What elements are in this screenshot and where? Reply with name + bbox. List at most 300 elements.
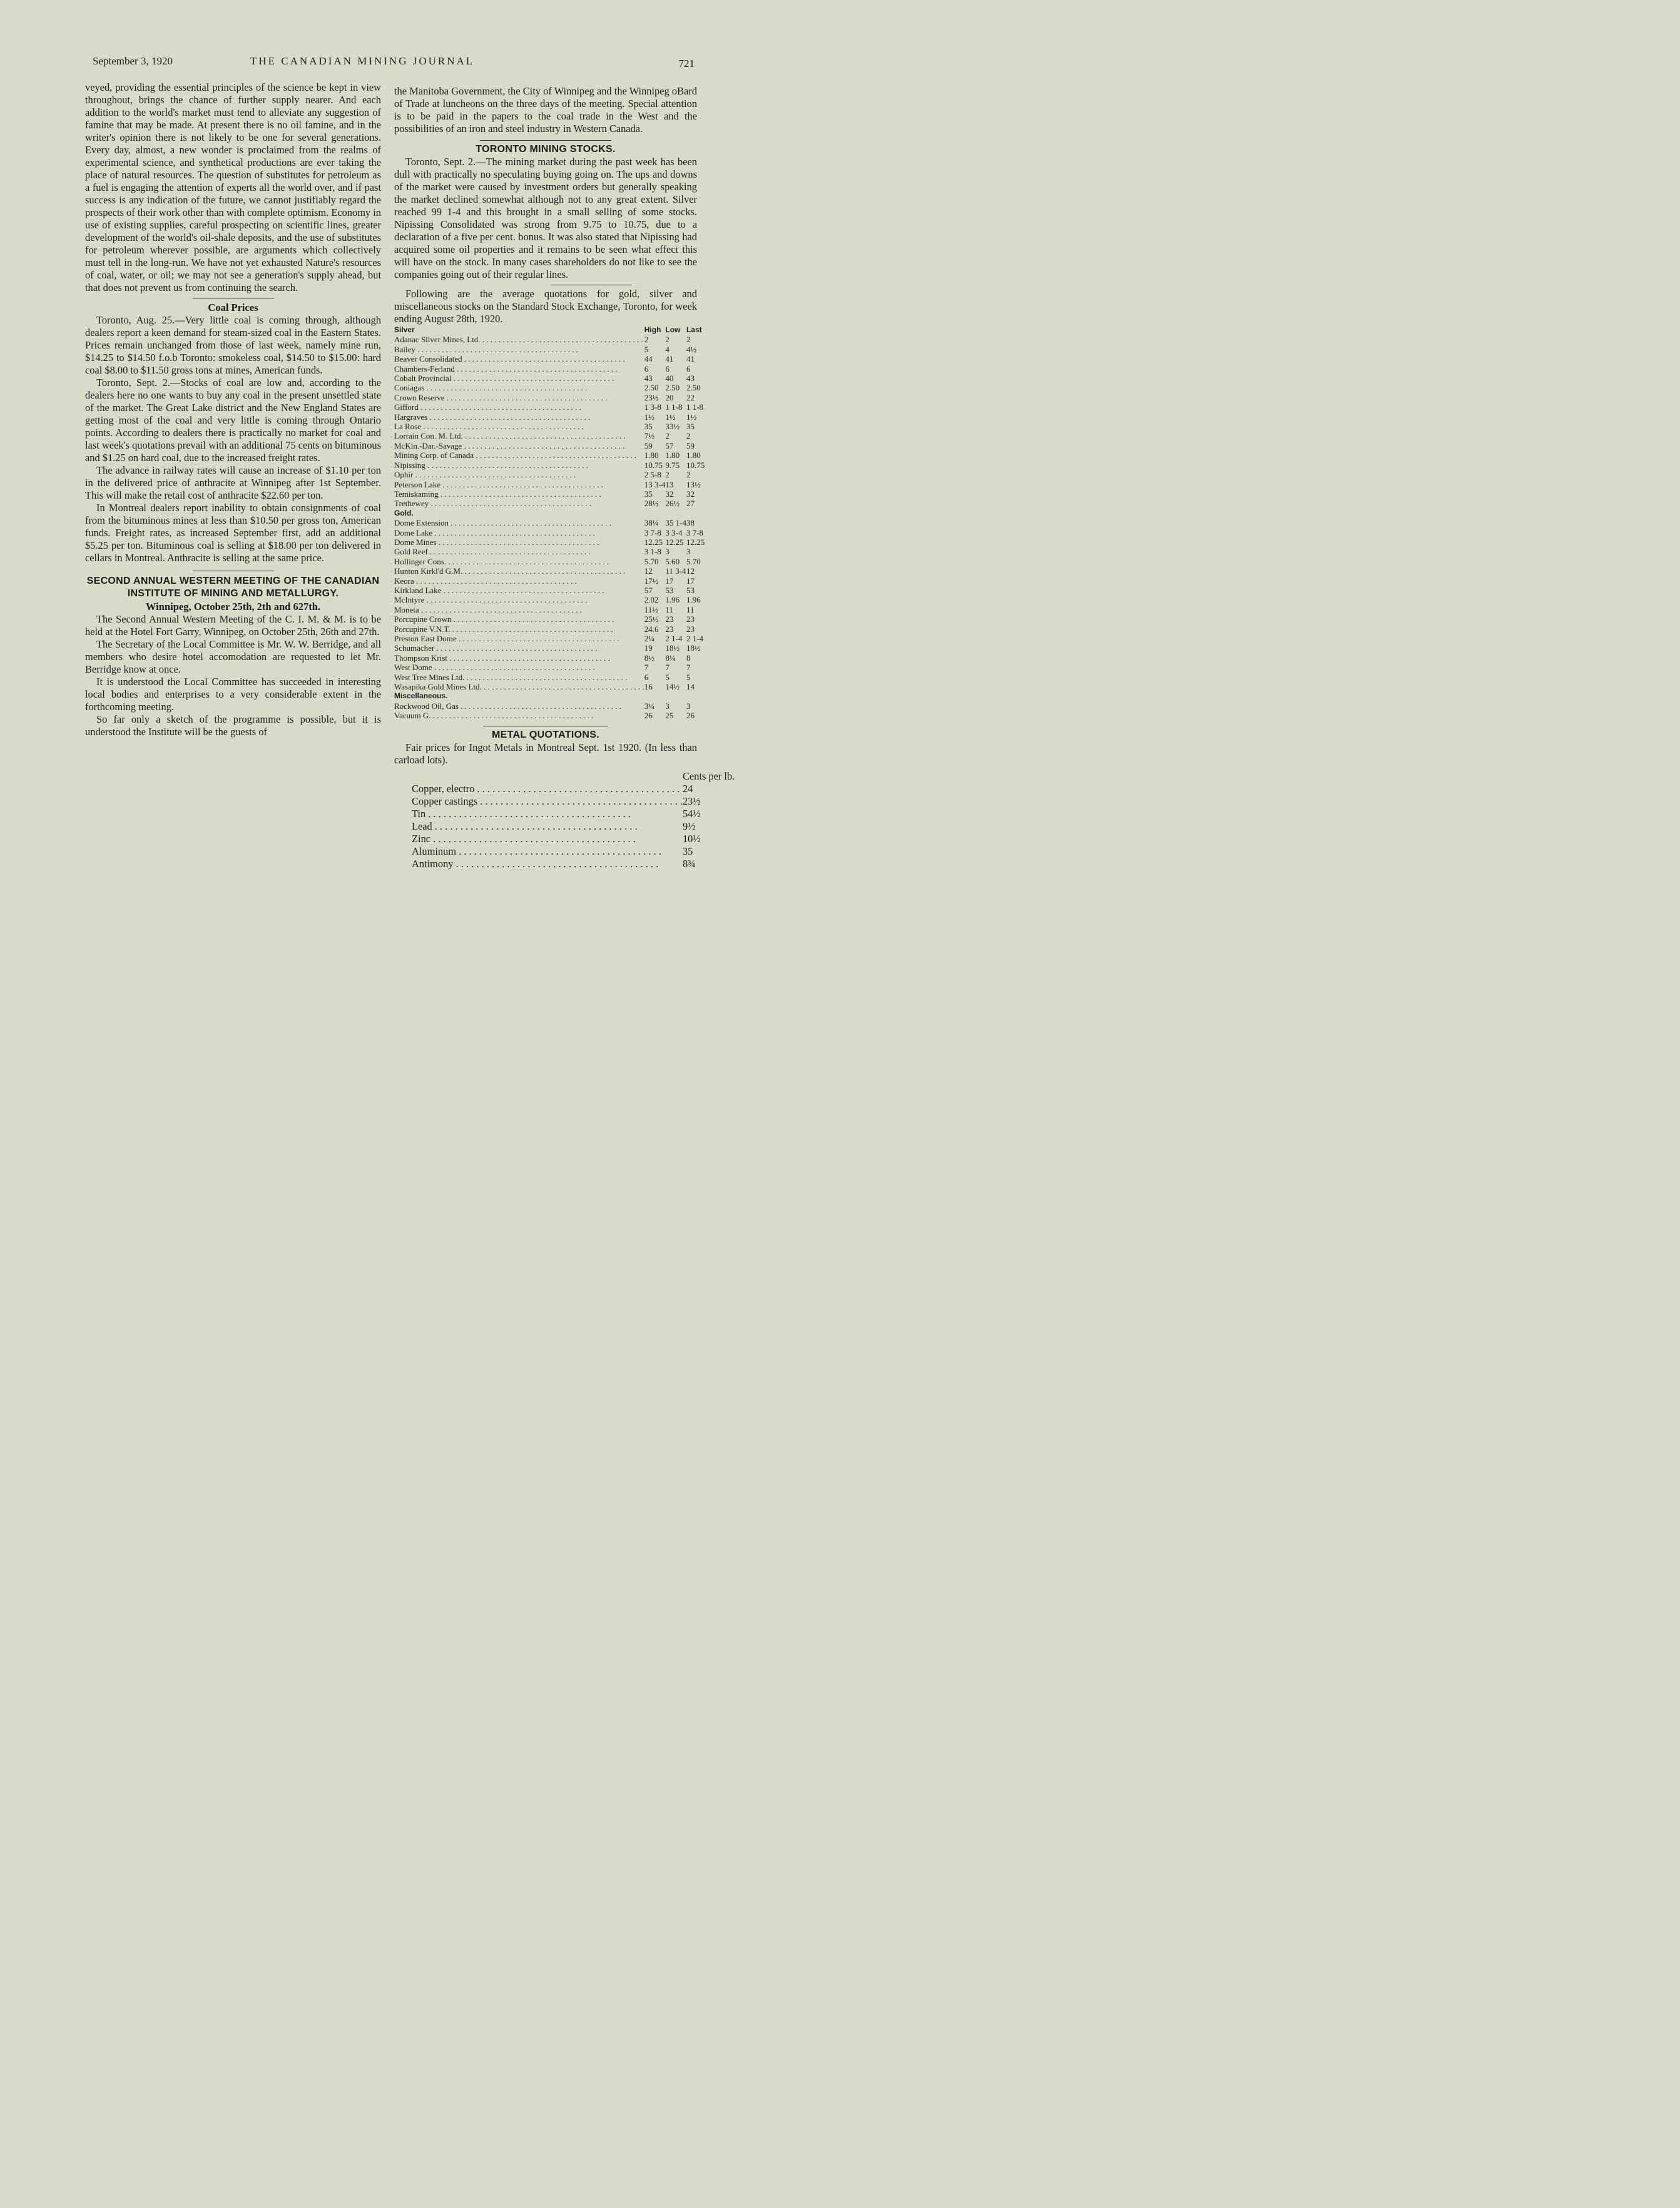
stock-row [394, 653, 705, 663]
stock-row [394, 528, 705, 537]
stock-name: Porcupine Crown . . . [394, 614, 614, 624]
metal-row [412, 820, 735, 833]
toronto-paragraph-2: Following are the average quotations for gold, silver and miscellaneous stocks on the Standard Stock Exchange, Toronto, for week ending August 28th, 1920. [394, 288, 697, 325]
metal-quotations-heading: METAL QUOTATIONS. [492, 729, 599, 740]
issue-date: September 3, 1920 [93, 55, 173, 67]
empty-cell [686, 691, 705, 701]
stock-low: 3 [665, 547, 669, 557]
stock-name: Wasapika Gold Mines Ltd. . . . [394, 682, 644, 691]
stock-high: 2.50 [644, 383, 659, 393]
metal-name-cell [412, 795, 683, 808]
stock-last: 2 [686, 335, 691, 345]
empty-cell [665, 691, 686, 701]
journal-title: THE CANADIAN MINING JOURNAL [250, 55, 475, 67]
metal-unit-label: Cents per lb. [682, 770, 735, 782]
stock-high: 1 3-8 [644, 402, 661, 412]
toronto-stocks-heading: TORONTO MINING STOCKS. [476, 144, 616, 155]
stock-high: 7½ [644, 431, 655, 441]
stock-row [394, 422, 705, 431]
stock-last: 3 7-8 [686, 527, 704, 537]
stock-high: 1½ [644, 412, 655, 422]
stock-name: Hargraves . . . [394, 412, 590, 422]
stock-name: Crown Reserve . . . [394, 393, 608, 402]
stock-high: 10.75 [644, 460, 663, 470]
stock-name-cell [394, 711, 644, 720]
stock-high: 5 [644, 344, 649, 354]
stock-name: Peterson Lake . . . [394, 480, 603, 489]
stock-low: 35 1-4 [665, 518, 686, 528]
stock-last: 27 [686, 499, 695, 509]
stock-last: 53 [686, 585, 695, 595]
coal-paragraph-2: Toronto, Sept. 2.—Stocks of coal are low and, according to the dealers here no one wants to buy any coal in the present unsettled state of the market. The Great Lake district and the New England States are getting most of the coal and very little is coming through Ontario points. According to dealers there is practically no market for coal and last week's quotations prevail with an additional 75 cents on bituminous and $1.25 on hard coal, due to the increased freight rates. [85, 377, 381, 464]
stock-high: 35 [644, 489, 653, 499]
stock-name-cell [394, 422, 644, 431]
stock-low: 9.75 [665, 460, 680, 470]
coal-paragraph-1: Toronto, Aug. 25.—Very little coal is coming through, although dealers report a keen demand for steam-sized coal in the Eastern States. Prices remain unchanged from those of last week, namely mine run, $14.25 to $14.50 f.o.b Toronto: smokeless coal, $14.50 to $15.00: hard coal $8.00 to $11.50 gross tons at mines, American funds. [85, 314, 381, 376]
stock-last: 17 [686, 576, 695, 586]
stock-low: 14½ [665, 682, 680, 692]
stock-row [394, 450, 705, 460]
stock-high: 16 [644, 682, 653, 692]
stock-name: Gold Reef . . . [394, 547, 591, 556]
stock-last: 1.80 [686, 450, 701, 460]
stock-name: Thompson Krist . . . [394, 653, 610, 663]
stock-low: 26½ [665, 499, 680, 509]
column-header: High [644, 325, 661, 334]
stock-last: 3 [686, 547, 691, 557]
stock-name: Keora . . . [394, 576, 577, 586]
stock-row [394, 701, 705, 711]
stock-low: 23 [665, 624, 674, 634]
section-divider [480, 140, 611, 141]
stock-last: 2 1-4 [686, 634, 704, 643]
stock-name-cell [394, 364, 644, 374]
stock-row [394, 624, 705, 634]
metal-row [412, 783, 735, 795]
metal-name-cell [412, 858, 683, 870]
stock-name-cell [394, 701, 644, 711]
stock-last: 14 [686, 682, 695, 692]
stock-name: Chambers-Ferland . . . [394, 364, 618, 374]
stock-name: Dome Extension . . . [394, 518, 611, 527]
stock-low: 3 3-4 [665, 527, 683, 537]
stock-last: 8 [686, 653, 691, 663]
stock-row [394, 393, 705, 402]
coal-paragraph-3: The advance in railway rates will cause an increase of $1.10 per ton in the delivered price of anthracite at Winnipeg after 1st September. This will make the retail cost of anthracite $22.60 per ton. [85, 464, 381, 501]
stock-name-cell [394, 605, 644, 614]
stock-high: 1.80 [644, 450, 659, 460]
stock-name: Temiskaming . . . [394, 489, 601, 499]
stock-row [394, 634, 705, 643]
stock-low: 1.80 [665, 450, 680, 460]
stock-name: La Rose . . . [394, 422, 584, 431]
stock-name-cell [394, 557, 644, 566]
stock-name: Porcupine V.N.T. . . . [394, 624, 613, 634]
stock-name-cell [394, 547, 644, 556]
stock-last: 11 [686, 604, 695, 614]
empty-cell [644, 691, 666, 701]
stock-high: 59 [644, 440, 653, 450]
stock-row [394, 441, 705, 450]
metal-name: Copper, electro . . . [412, 783, 680, 795]
metal-price: 23½ [682, 795, 701, 807]
stock-last: 1 1-8 [686, 402, 704, 412]
stock-low: 25 [665, 711, 674, 721]
stock-low: 4 [665, 344, 669, 354]
stock-last: 32 [686, 489, 695, 499]
stock-row [394, 470, 705, 479]
stock-name-cell [394, 431, 644, 440]
stock-name: Bailey . . . [394, 345, 578, 354]
stock-row [394, 711, 705, 720]
metal-row [412, 833, 735, 845]
stock-low: 12.25 [665, 537, 684, 547]
stock-high: 19 [644, 643, 653, 653]
stock-low: 6 [665, 364, 669, 374]
stock-low: 2.50 [665, 383, 680, 393]
meeting-paragraph-1: The Second Annual Western Meeting of the C. I. M. & M. is to be held at the Hotel Fort Garry, Winnipeg, on October 25th, 26th and 27th. [85, 613, 381, 638]
page-number: 721 [678, 58, 695, 69]
continued-paragraph: the Manitoba Government, the City of Winnipeg and the Winnipeg oBard of Trade at luncheons on the three days of the meeting. Special attention is to be paid in the papers to the coal trade in the West and the possibilities of an iron and steel industry in Western Canada. [394, 85, 697, 135]
left-column [85, 81, 381, 738]
meeting-paragraph-4: So far only a sketch of the programme is possible, but it is understood the Institute will be the guests of [85, 713, 381, 738]
stock-last: 5.70 [686, 556, 701, 566]
stock-last: 2.50 [686, 383, 701, 393]
stock-name: Gifford . . . [394, 402, 581, 412]
stock-last: 1.96 [686, 595, 701, 605]
stock-row [394, 345, 705, 354]
intro-paragraph: veyed, providing the essential principles of the science be kept in view throughout, brings the chance of further supply nearer. And each addition to the world's market must tend to alleviate any suggestion of famine that may be made. At present there is no oil famine, and in the writer's opinion there is not likely to be one for several generations. Every day, almost, a new wonder is proclaimed from the realms of experimental science, and synthetical productions are ever taking the place of natural resources. The question of substitutes for petroleum as a fuel is engaging the attention of experts all the world over, and if past success is any indication of the future, we cannot justifiably regard the prospects of their work other than with complete optimism. Economy in use of existing supplies, careful prospecting on scientific lines, greater development of the world's oil-shale deposits, and the use of substitutes for petroleum wherever possible, are arguments which collectively must tell in the long-run. We have not yet exhausted Nature's resources of coal, water, or oil; we may not see a generation's supply ahead, but that does not prevent us from continuing the search. [85, 81, 381, 293]
stock-name-cell [394, 634, 644, 643]
empty-cell [644, 509, 666, 518]
stock-name-cell [394, 614, 644, 624]
stock-low: 11 [665, 604, 673, 614]
stock-last: 10.75 [686, 460, 705, 470]
stock-high: 12.25 [644, 537, 663, 547]
stock-row [394, 335, 705, 344]
stock-last: 2 [686, 431, 691, 441]
stock-high: 5.70 [644, 556, 659, 566]
stock-name: McIntyre . . . [394, 595, 587, 604]
metal-name: Copper castings . . . [412, 795, 683, 807]
stock-high: 3¼ [644, 701, 655, 711]
stock-name-cell [394, 528, 644, 537]
stock-row [394, 682, 705, 691]
stock-name-cell [394, 383, 644, 392]
stock-high: 26 [644, 711, 653, 721]
stock-low: 2 [665, 470, 669, 480]
stock-name-cell [394, 673, 644, 682]
stock-low: 18½ [665, 643, 680, 653]
metal-name-cell [412, 833, 683, 845]
stock-last: 23 [686, 624, 695, 634]
stock-name-cell [394, 402, 644, 412]
stock-last: 12 [686, 566, 695, 576]
metal-price: 54½ [682, 807, 701, 820]
stock-high: 24.6 [644, 624, 659, 634]
stock-name: Kirkland Lake . . . [394, 586, 604, 595]
stock-name-cell [394, 412, 644, 422]
stock-low: 23 [665, 614, 674, 624]
stock-name-cell [394, 335, 644, 344]
stock-high: 17½ [644, 576, 659, 586]
metal-name-cell [412, 808, 683, 820]
stock-low: 13 [665, 479, 674, 489]
stock-row [394, 673, 705, 682]
stock-row [394, 412, 705, 422]
stock-name: Schumacher . . . [394, 643, 597, 653]
metal-name: Zinc . . . [412, 833, 636, 845]
stock-name: Preston East Dome . . . [394, 634, 619, 643]
stock-last: 1½ [686, 412, 697, 422]
stock-name: Dome Mines . . . [394, 537, 599, 547]
stock-low: 11 3-4 [665, 566, 686, 576]
stock-name-cell [394, 480, 644, 489]
stock-row [394, 537, 705, 547]
metal-name: Lead . . . [412, 820, 638, 832]
stock-high: 43 [644, 374, 653, 384]
metal-row [412, 845, 735, 858]
stock-low: 2 [665, 431, 669, 441]
stock-name-cell [394, 576, 644, 586]
stock-high: 35 [644, 422, 653, 432]
stock-name-cell [394, 499, 644, 508]
stock-name: Moneta . . . [394, 605, 582, 614]
stock-name: McKin.-Dar.-Savage . . . [394, 441, 624, 450]
stock-row [394, 614, 705, 624]
metal-prices-table [412, 770, 735, 870]
stock-high: 11½ [644, 604, 659, 614]
stock-row [394, 547, 705, 556]
stock-high: 7 [644, 663, 649, 673]
stock-low: 7 [665, 663, 669, 673]
stock-last: 59 [686, 440, 695, 450]
stock-name: Nipissing . . . [394, 460, 588, 470]
column-header: Last [686, 325, 702, 334]
metal-name-cell [412, 820, 683, 833]
metal-price: 9½ [682, 820, 696, 832]
stock-last: 5 [686, 672, 691, 682]
stock-last: 23 [686, 614, 695, 624]
journal-page [0, 0, 746, 981]
stock-name-cell [394, 374, 644, 383]
stock-last: 41 [686, 354, 695, 364]
stock-row [394, 383, 705, 392]
stock-last: 26 [686, 711, 695, 721]
stock-name-cell [394, 595, 644, 604]
stock-name-cell [394, 345, 644, 354]
stock-row [394, 374, 705, 383]
stock-low: 32 [665, 489, 674, 499]
metal-price: 10½ [682, 832, 701, 845]
stock-name: West Tree Mines Ltd. . . . [394, 673, 627, 682]
empty-cell [665, 509, 686, 518]
stock-name: Dome Lake . . . [394, 528, 595, 537]
stock-name-cell [394, 489, 644, 499]
stock-name-cell [394, 393, 644, 402]
stock-row [394, 605, 705, 614]
stock-row [394, 431, 705, 440]
stock-name-cell [394, 663, 644, 672]
stock-name: Mining Corp. of Canada . . . [394, 450, 636, 460]
stock-name-cell [394, 470, 644, 479]
stock-low: 20 [665, 392, 674, 402]
stock-low: 33½ [665, 422, 680, 432]
stock-name-cell [394, 566, 644, 576]
stock-high: 2 [644, 335, 649, 345]
metal-row [412, 858, 735, 870]
stock-name: Vacuum G. . . . [394, 711, 594, 720]
stock-name-cell [394, 537, 644, 547]
stock-high: 44 [644, 354, 653, 364]
metal-price: 35 [682, 845, 693, 857]
column-header: Low [665, 325, 681, 334]
stock-name-cell [394, 653, 644, 663]
stock-row [394, 557, 705, 566]
stock-row [394, 489, 705, 499]
stock-last: 7 [686, 663, 691, 673]
stock-low: 1½ [665, 412, 676, 422]
metal-name-cell [412, 845, 683, 858]
stock-last: 3 [686, 701, 691, 711]
stock-last: 35 [686, 422, 695, 432]
stock-low: 1 1-8 [665, 402, 683, 412]
stock-low: 41 [665, 354, 674, 364]
stock-name-cell [394, 518, 644, 527]
stock-row [394, 643, 705, 653]
stock-low: 8¼ [665, 653, 676, 663]
coal-prices-heading: Coal Prices [208, 302, 258, 313]
right-column [394, 85, 735, 870]
stock-high: 2.02 [644, 595, 659, 605]
stock-name-cell [394, 682, 644, 691]
stock-last: 12.25 [686, 537, 705, 547]
stock-row [394, 402, 705, 412]
stock-high: 57 [644, 585, 653, 595]
metal-price: 24 [682, 782, 693, 795]
metal-price: 8¾ [682, 857, 696, 870]
meeting-heading: SECOND ANNUAL WESTERN MEETING OF THE CANADIAN INSTITUTE OF MINING AND METALLURGY. [86, 576, 380, 599]
stock-high: 28½ [644, 499, 659, 509]
stock-high: 3 7-8 [644, 527, 661, 537]
stock-row [394, 364, 705, 374]
stock-high: 8½ [644, 653, 655, 663]
metal-row [412, 808, 735, 820]
stock-low: 3 [665, 701, 669, 711]
stock-last: 6 [686, 364, 691, 374]
stock-high: 2 5-8 [644, 470, 661, 480]
stock-low: 17 [665, 576, 674, 586]
stock-high: 3 1-8 [644, 547, 661, 557]
stock-low: 57 [665, 440, 674, 450]
stock-low: 5.60 [665, 556, 680, 566]
stock-high: 6 [644, 364, 649, 374]
stock-last: 43 [686, 374, 695, 384]
stock-low: 2 1-4 [665, 634, 683, 643]
stock-name: Ophir . . . [394, 470, 576, 479]
gold-group [394, 509, 705, 518]
stock-row [394, 518, 705, 527]
stock-low: 1.96 [665, 595, 680, 605]
stock-last: 4½ [686, 344, 697, 354]
stock-name-cell [394, 460, 644, 470]
metal-name: Aluminum . . . [412, 845, 661, 857]
toronto-paragraph-1: Toronto, Sept. 2.—The mining market during the past week has been dull with practically no speculating buying going on. The ups and downs of the market were caused by investment orders but generally speaking the market declined somewhat although not to any great extent. Silver reached 99 1-4 and this brought in a small selling of some stocks. Nipissing Consolidated was strong from 9.75 to 10.75, due to a declaration of a five per cent. bonus. It was also stated that Nipissing had acquired some oil properties and it remains to be seen what effect this will have on the stock. In many cases shareholders do not like to see the companies going out of their regular lines. [394, 156, 697, 280]
empty-cell [686, 509, 705, 518]
stock-quotations-table [394, 325, 705, 721]
stock-low: 53 [665, 585, 674, 595]
stock-row [394, 499, 705, 508]
stock-name-cell [394, 441, 644, 450]
stock-name-cell [394, 450, 644, 460]
stock-name-cell [394, 643, 644, 653]
metal-row [412, 795, 735, 808]
stock-row [394, 566, 705, 576]
stock-name: Coniagas . . . [394, 383, 587, 392]
stock-low: 5 [665, 672, 669, 682]
stock-name: Hollinger Cons. . . . [394, 557, 609, 566]
stock-name: West Dome . . . [394, 663, 595, 672]
stock-name: Trethewey . . . [394, 499, 591, 508]
stock-name: Cobalt Provincial . . . [394, 374, 614, 383]
silver-group-label: Silver [394, 325, 415, 334]
stock-last: 18½ [686, 643, 701, 653]
stock-row [394, 663, 705, 672]
gold-group-label: Gold. [394, 508, 414, 517]
stock-row [394, 595, 705, 604]
metal-unit-row [412, 770, 735, 783]
stock-low: 2 [665, 335, 669, 345]
stock-name: Beaver Consolidated . . . [394, 354, 625, 364]
stock-name: Hunton Kirkl'd G.M. . . . [394, 566, 625, 576]
stock-name-cell [394, 354, 644, 364]
silver-group [394, 325, 705, 335]
stock-high: 6 [644, 672, 649, 682]
stock-high: 2¼ [644, 634, 655, 643]
stock-last: 22 [686, 392, 695, 402]
stock-high: 13 3-4 [644, 479, 666, 489]
stock-high: 38¼ [644, 518, 659, 528]
metal-name-cell [412, 783, 683, 795]
meeting-paragraph-2: The Secretary of the Local Committee is Mr. W. W. Berridge, and all members who desire hotel accomodation are requested to let Mr. Berridge know at once. [85, 638, 381, 675]
coal-paragraph-4: In Montreal dealers report inability to obtain consignments of coal from the bituminous mines at less than $10.50 per gross ton, American funds. Freight rates, as increased September first, add an additional $5.25 per ton. Bituminous coal is selling at $18.00 per ton delivered in cellars in Montreal. Anthracite is selling at the same price. [85, 502, 381, 564]
stock-row [394, 354, 705, 364]
meeting-subheading: Winnipeg, October 25th, 2th and 627th. [145, 601, 321, 613]
stock-name-cell [394, 624, 644, 634]
stock-high: 25½ [644, 614, 659, 624]
stock-row [394, 480, 705, 489]
stock-high: 12 [644, 566, 653, 576]
stock-last: 38 [686, 518, 695, 528]
stock-name: Adanac Silver Mines, Ltd. . . . [394, 335, 643, 344]
stock-name: Lorrain Con. M. Ltd. . . . [394, 431, 626, 440]
meeting-paragraph-3: It is understood the Local Committee has succeeded in interesting local bodies and enterprises to a very considerable extent in the forthcoming meeting. [85, 676, 381, 713]
metal-intro: Fair prices for Ingot Metals in Montreal Sept. 1st 1920. (In less than carload lots). [394, 741, 697, 766]
stock-name-cell [394, 586, 644, 595]
page-header [93, 55, 695, 71]
stock-row [394, 576, 705, 586]
stock-low: 40 [665, 374, 674, 384]
stock-last: 2 [686, 470, 691, 480]
miscellaneous-group [394, 691, 705, 701]
stock-row [394, 460, 705, 470]
stock-high: 23½ [644, 392, 659, 402]
stock-last: 13½ [686, 479, 701, 489]
stock-row [394, 586, 705, 595]
stock-name: Rockwood Oil, Gas . . . [394, 701, 621, 711]
miscellaneous-group-label: Miscellaneous. [394, 691, 448, 701]
metal-name: Antimony . . . [412, 858, 658, 870]
